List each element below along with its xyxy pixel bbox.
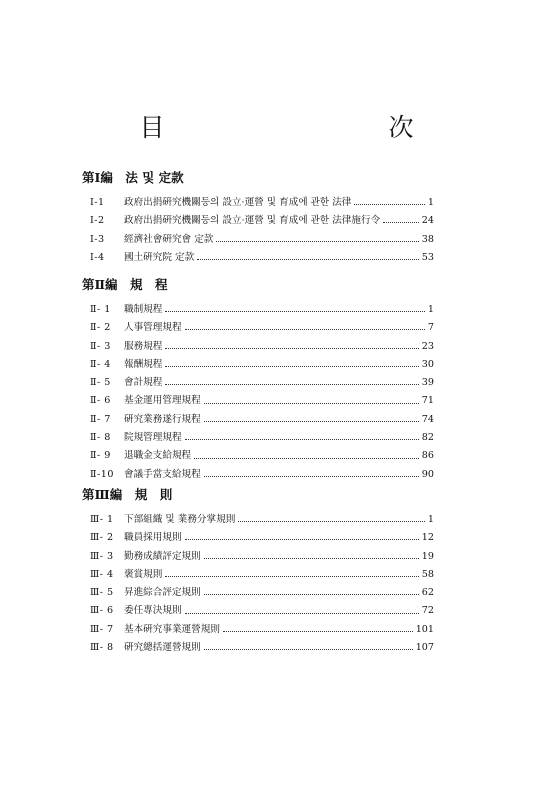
dot-leader [204,558,419,559]
toc-entry-page: 82 [421,432,434,444]
dot-leader [185,439,419,440]
toc-entry-page: 72 [421,605,434,617]
dot-leader [185,613,419,614]
toc-entry-page: 7 [427,322,434,334]
toc-entry-number: Ⅱ- 4 [90,358,111,370]
toc-entry[interactable] [82,411,434,429]
toc-entry[interactable] [82,466,434,484]
dot-leader [194,458,419,459]
toc-entry-title: 院規管理規程 [124,432,182,444]
toc-entry-title: 硏究業務遂行規程 [124,413,201,425]
toc-entry[interactable] [82,374,434,392]
toc-entry[interactable] [82,212,434,230]
toc-entry-title: 勤務成績評定規則 [124,550,201,562]
dot-leader [165,576,418,577]
toc-entry[interactable] [82,529,434,547]
toc-entry[interactable] [82,392,434,410]
dot-leader [204,403,419,404]
toc-entry-number: Ⅰ-4 [90,251,105,263]
toc-entry-title: 會議手當支給規程 [124,468,201,480]
toc-entry-title: 經濟社會硏究會 定款 [124,233,214,245]
toc-entry-page: 1 [427,514,434,525]
toc-entry[interactable] [82,584,434,602]
toc-entry-page: 101 [415,623,434,635]
dot-leader [204,649,413,650]
toc-entry-title: 基金運用管理規程 [124,395,201,407]
toc-entry-page: 86 [421,450,434,462]
toc-entry-number: Ⅱ- 3 [90,340,111,352]
toc-entry-page: 62 [421,587,434,599]
dot-leader [185,329,425,330]
toc-entry-title: 褒賞規則 [124,568,163,580]
dot-leader [185,539,419,540]
dot-leader [238,521,425,522]
toc-entry-number: Ⅱ- 7 [90,413,111,425]
toc-section-3 [82,486,434,657]
toc-entry-number: Ⅲ- 1 [90,514,114,525]
toc-entry-page: 30 [421,358,434,370]
toc-entry-page: 19 [421,550,434,562]
toc-entry-number: Ⅲ- 5 [90,587,114,599]
toc-entry-page: 107 [415,642,434,654]
toc-entry-title: 退職金支給規程 [124,450,192,462]
toc-entry[interactable] [82,566,434,584]
toc-entry-number: Ⅲ- 3 [90,550,114,562]
toc-entry[interactable] [82,319,434,337]
toc-entry-title: 基本硏究事業運營規則 [124,623,220,635]
toc-entry[interactable] [82,231,434,249]
toc-entry-page: 1 [427,304,434,315]
toc-entry-title: 政府出捐硏究機關등의 設立·運營 및 育成에 관한 法律施行令 [124,215,381,227]
toc-entry-number: Ⅲ- 2 [90,532,114,544]
toc-section-1 [82,169,434,267]
toc-entry-page: 90 [421,468,434,480]
toc-entry-page: 23 [421,340,434,352]
toc-entry-page: 53 [421,251,434,263]
section-heading: 第Ⅰ編 法 및 定款 [82,170,184,185]
dot-leader [216,241,418,242]
toc-entry[interactable] [82,338,434,356]
dot-leader [165,366,418,367]
toc-entry-page: 39 [421,377,434,389]
toc-entry-title: 硏究總括運營規則 [124,642,201,654]
toc-entry-title: 服務規程 [124,340,163,352]
dot-leader [204,421,419,422]
toc-entry-page: 12 [421,532,434,544]
toc-entry-title: 政府出捐硏究機關등의 設立·運營 및 育成에 관한 法律 [124,197,352,208]
toc-entry-title: 會計規程 [124,377,163,389]
toc-list [82,301,434,484]
toc-entry-number: Ⅱ- 1 [90,304,111,315]
toc-entry[interactable] [82,356,434,374]
toc-list [82,194,434,267]
toc-entry[interactable] [82,511,434,529]
page-title: 目 次 [139,113,472,142]
toc-entry[interactable] [82,429,434,447]
toc-entry-number: Ⅰ-2 [90,215,105,227]
dot-leader [204,594,419,595]
toc-entry-title: 國土硏究院 定款 [124,251,195,263]
dot-leader [223,631,413,632]
toc-entry-number: Ⅰ-3 [90,233,105,245]
toc-entry-title: 報酬規程 [124,358,163,370]
toc-entry-page: 74 [421,413,434,425]
toc-entry[interactable] [82,602,434,620]
toc-entry-title: 職員採用規則 [124,532,182,544]
section-heading: 第Ⅲ編 規 則 [82,487,173,502]
toc-entry[interactable] [82,639,434,657]
dot-leader [165,348,418,349]
toc-entry-title: 昇進綜合評定規則 [124,587,201,599]
dot-leader [204,476,419,477]
dot-leader [165,384,418,385]
toc-entry-number: Ⅱ- 6 [90,395,111,407]
toc-entry-number: Ⅰ-1 [90,197,105,208]
toc-entry-number: Ⅲ- 8 [90,642,114,654]
toc-entry-number: Ⅱ- 5 [90,377,111,389]
toc-entry-title: 人事管理規程 [124,322,182,334]
toc-entry-page: 1 [427,197,434,208]
dot-leader [354,204,424,205]
toc-entry[interactable] [82,301,434,319]
toc-entry-number: Ⅱ- 2 [90,322,111,334]
toc-section-2 [82,276,434,484]
toc-entry[interactable] [82,249,434,267]
toc-list [82,511,434,657]
dot-leader [165,311,425,312]
toc-entry-number: Ⅱ- 9 [90,450,111,462]
toc-entry-page: 24 [421,215,434,227]
toc-entry-page: 58 [421,568,434,580]
toc-entry-number: Ⅱ-10 [90,468,114,480]
dot-leader [383,222,419,223]
toc-entry-number: Ⅲ- 4 [90,568,114,580]
toc-entry-title: 下部組織 및 業務分掌規則 [124,514,236,525]
toc-entry[interactable] [82,447,434,465]
toc-entry-number: Ⅱ- 8 [90,432,111,444]
toc-entry-number: Ⅲ- 7 [90,623,114,635]
toc-entry[interactable] [82,548,434,566]
toc-entry-title: 委任專決規則 [124,605,182,617]
toc-entry-page: 71 [421,395,434,407]
toc-entry[interactable] [82,621,434,639]
toc-entry[interactable] [82,194,434,212]
toc-entry-page: 38 [421,233,434,245]
dot-leader [197,259,419,260]
toc-entry-title: 職制規程 [124,304,163,315]
toc-entry-number: Ⅲ- 6 [90,605,114,617]
section-heading: 第Ⅱ編 規 程 [82,277,168,292]
